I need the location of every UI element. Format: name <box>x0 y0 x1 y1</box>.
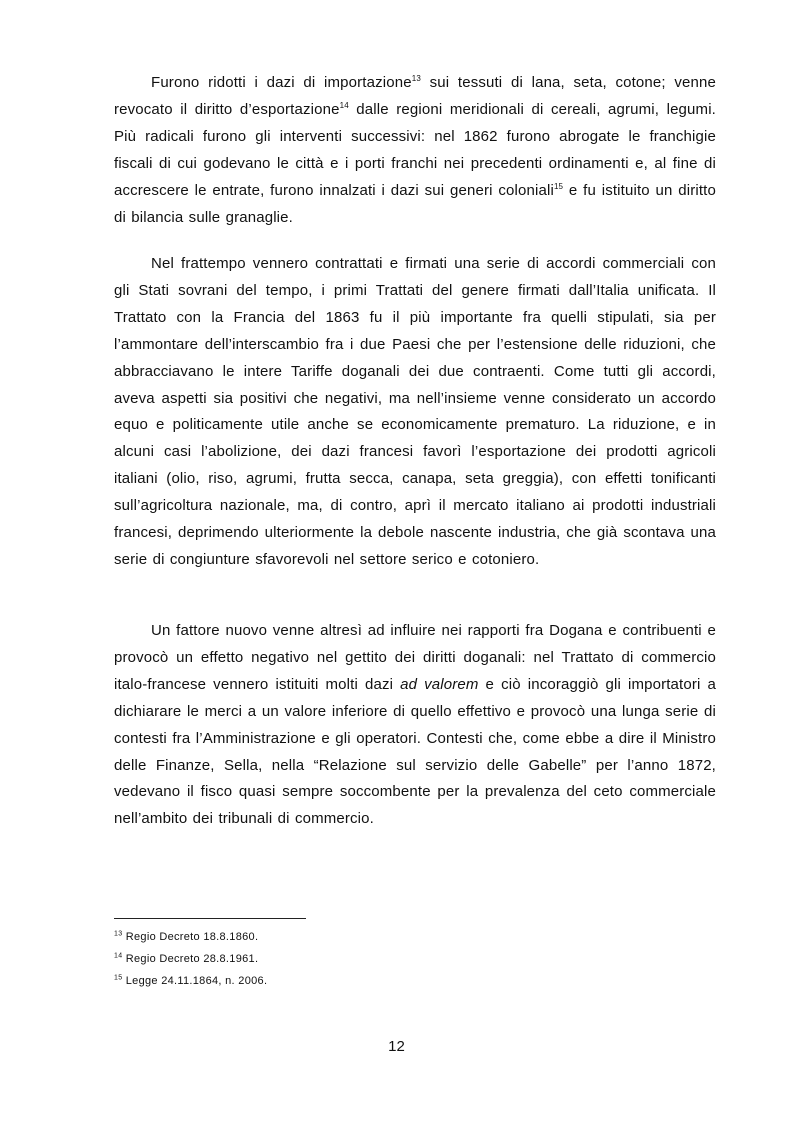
footnote-15 <box>114 970 267 992</box>
paragraph-1-run: Furono ridotti i dazi di importazione <box>151 74 412 91</box>
body-text-block-3 <box>114 618 716 833</box>
footnote-mark: 15 <box>114 974 123 982</box>
footnote-ref-14[interactable]: 14 <box>339 100 349 110</box>
footnote-ref-13[interactable]: 13 <box>411 74 421 83</box>
paragraph-1-run: sui tessuti di lana, seta, cotone; venne revocato il diritto d’esportazione <box>114 74 716 118</box>
paragraph-1-run: dalle regioni meridionali di cereali, agrumi, legumi. Più radicali furono gli interventi successivi: nel 1862 furono abrogate le franchigie fiscali di cui godevano le città e i porti franchi nei precedenti ordinamenti e, al fine di accrescere le entrate, furono innalzati i dazi sui generi coloniali <box>114 100 716 199</box>
paragraph-3-run: e ciò incoraggiò gli importatori a dichiarare le merci a un valore inferiore di quello effettivo e provocò una lunga serie di contesti fra l’Amministrazione e gli operatori. Contesti che, come ebbe a dire il Ministro delle Finanze, Sella, nella “Relazione sul servizio delle Gabelle” per l’anno 1872, vedevano il fisco quasi sempre soccombente per la prevalenza del ceto commerciale nell’ambito dei tribunali di commercio. <box>114 675 716 828</box>
page-number: 12 <box>388 1038 405 1055</box>
italic-phrase: ad valorem <box>400 675 479 693</box>
paragraph-3 <box>114 618 716 833</box>
paragraph-1 <box>114 70 716 231</box>
footnote-text: Regio Decreto 28.8.1961. <box>122 953 259 965</box>
footnote-mark: 13 <box>114 930 123 938</box>
footnotes <box>114 926 267 992</box>
paragraph-1-run: e fu istituito un diritto di bilancia sulle granaglie. <box>114 181 716 226</box>
footnote-text: Legge 24.11.1864, n. 2006. <box>122 975 268 987</box>
paragraph-3-run: Un fattore nuovo venne altresì ad influire nei rapporti fra Dogana e contribuenti e provocò un effetto negativo nel gettito dei diritti doganali: nel Trattato di commercio italo-francese vennero istituiti molti dazi <box>114 622 716 693</box>
paragraph-2: Nel frattempo vennero contrattati e firmati una serie di accordi commerciali con gli Stati sovrani del tempo, i primi Trattati del genere firmati dall’Italia unificata. Il Trattato con la Francia del 1863 fu il più importante fra quelli stipulati, sia per l’ammontare dell’interscambio fra i due Paesi che per l’estensione delle riduzioni, che abbracciavano le intere Tariffe doganali dei due contraenti. Come tutti gli accordi, aveva aspetti sia positivi che negativi, ma nell’insieme venne considerato un accordo equo e politicamente utile anche se economicamente prematuro. La riduzione, e in alcuni casi l’abolizione, dei dazi francesi favorì l’esportazione dei prodotti agricoli italiani (olio, riso, agrumi, frutta secca, canapa, seta greggia), con effetti tonificanti sull’agricoltura nazionale, ma, di contro, aprì il mercato italiano ai prodotti industriali francesi, deprimendo ulteriormente la debole nascente industria, che già scontava una serie di congiunture sfavorevoli nel settore serico e cotoniero. <box>114 255 716 568</box>
footnote-14 <box>114 948 267 970</box>
footnote-13 <box>114 926 267 948</box>
footnote-ref-15[interactable]: 15 <box>553 181 564 191</box>
body-text-block-2 <box>114 251 716 574</box>
body-text-block-1 <box>114 70 716 231</box>
footnote-mark: 14 <box>114 952 123 960</box>
footnote-text: Regio Decreto 18.8.1860. <box>122 931 259 943</box>
footnote-separator <box>114 918 306 919</box>
